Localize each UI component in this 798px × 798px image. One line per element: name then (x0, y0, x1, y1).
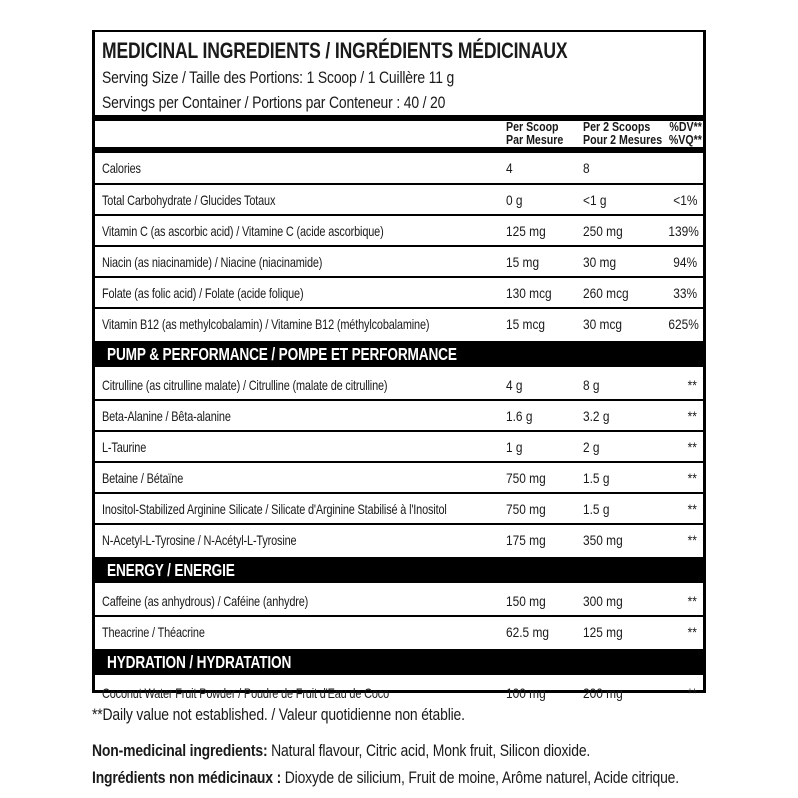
daily-value: 94% (673, 253, 697, 270)
per-scoop-value: 150 mg (506, 592, 546, 609)
table-row (95, 461, 703, 492)
per-scoop-value: 1 g (506, 438, 523, 455)
ingredient-name: Inositol-Stabilized Arginine Silicate / Silicate d'Arginine Stabilisé à l'Inositol (102, 500, 447, 517)
panel-header (95, 32, 703, 115)
daily-value: ** (687, 376, 697, 393)
daily-value: 33% (673, 284, 697, 301)
table-row (95, 399, 703, 430)
daily-value (663, 160, 703, 176)
ingredient-name: Calories (102, 160, 141, 176)
per-2-scoops-value: 125 mg (583, 623, 623, 640)
table-row (95, 276, 703, 307)
daily-value: 625% (668, 315, 699, 332)
per-scoop-value: 62.5 mg (506, 623, 550, 640)
per-scoop-value: 750 mg (506, 500, 546, 517)
per-2-scoops-value: 260 mcg (583, 284, 629, 301)
per-2-scoops-value: 200 mg (583, 685, 623, 701)
per-2-scoops-value: 1.5 g (583, 500, 610, 517)
column-header-dv: %DV** %VQ** (668, 120, 702, 147)
table-row (95, 307, 703, 338)
ingredient-name: Total Carbohydrate / Glucides Totaux (102, 191, 276, 208)
daily-value: <1% (672, 191, 697, 208)
per-2-scoops-value: 8 g (583, 376, 600, 393)
per-scoop-value: 15 mg (506, 253, 540, 270)
section-header-pump-performance: PUMP & PERFORMANCE / POMPE ET PERFORMANCE (95, 341, 703, 367)
per-scoop-value: 100 mg (506, 685, 546, 701)
non-medicinal-ingredients-en: Non-medicinal ingredients: Natural flavour, Citric acid, Monk fruit, Silicon dioxide. (92, 741, 591, 760)
section-pump-performance (95, 370, 703, 554)
per-scoop-value: 4 g (506, 376, 523, 393)
ingredient-name: Niacin (as niacinamide) / Niacine (niacinamide) (102, 253, 323, 270)
ingredient-name: Folate (as folic acid) / Folate (acide folique) (102, 284, 304, 301)
daily-value: 139% (668, 222, 699, 239)
per-scoop-value: 4 (506, 160, 513, 176)
ingredient-name: Caffeine (as anhydrous) / Caféine (anhydre) (102, 592, 309, 609)
daily-value: ** (687, 623, 697, 640)
non-medicinal-ingredients-fr: Ingrédients non médicinaux : Dioxyde de silicium, Fruit de moine, Arôme naturel, Acide citrique. (92, 768, 679, 787)
column-header-per-scoop: Per Scoop Par Mesure (506, 120, 564, 147)
section-header-hydration: HYDRATION / HYDRATATION (95, 649, 703, 675)
panel-title: MEDICINAL INGREDIENTS / INGRÉDIENTS MÉDICINAUX (102, 38, 568, 63)
per-2-scoops-value: 30 mcg (583, 315, 623, 332)
supplement-facts-panel (92, 30, 706, 701)
daily-value: ** (687, 438, 697, 455)
ingredient-name: Beta-Alanine / Bêta-alanine (102, 407, 231, 424)
table-row (95, 430, 703, 461)
serving-size-line: Serving Size / Taille des Portions: 1 Scoop / 1 Cuillère 11 g (102, 68, 455, 87)
table-row (95, 492, 703, 523)
table-row (95, 183, 703, 214)
ingredient-name: Citrulline (as citrulline malate) / Citrulline (malate de citrulline) (102, 376, 388, 393)
per-2-scoops-value: 8 (583, 160, 590, 176)
table-row (95, 214, 703, 245)
ingredient-name: Coconut Water Fruit Powder / Poudre de Fruit d'Eau de Coco (102, 685, 390, 701)
table-row (95, 245, 703, 276)
per-2-scoops-value: 2 g (583, 438, 600, 455)
ingredient-name: L-Taurine (102, 438, 147, 455)
daily-value: ** (687, 469, 697, 486)
ingredient-name: Vitamin C (as ascorbic acid) / Vitamine C (acide ascorbique) (102, 222, 384, 239)
daily-value: ** (687, 407, 697, 424)
ingredient-name: Vitamin B12 (as methylcobalamin) / Vitamine B12 (méthylcobalamine) (102, 315, 430, 332)
table-row (95, 153, 703, 183)
section-header-energy: ENERGY / ENERGIE (95, 557, 703, 583)
per-scoop-value: 130 mcg (506, 284, 552, 301)
per-scoop-value: 1.6 g (506, 407, 533, 424)
daily-value: ** (687, 685, 697, 701)
per-2-scoops-value: 300 mg (583, 592, 623, 609)
per-2-scoops-value: 350 mg (583, 531, 623, 548)
per-2-scoops-value: 3.2 g (583, 407, 610, 424)
ingredient-name: N-Acetyl-L-Tyrosine / N-Acétyl-L-Tyrosine (102, 531, 297, 548)
label-footnotes (92, 701, 752, 791)
per-scoop-value: 0 g (506, 191, 523, 208)
per-2-scoops-value: 1.5 g (583, 469, 610, 486)
per-scoop-value: 175 mg (506, 531, 546, 548)
daily-value: ** (687, 592, 697, 609)
per-scoop-value: 15 mcg (506, 315, 546, 332)
column-header-row (95, 121, 703, 147)
table-row (95, 370, 703, 399)
per-scoop-value: 750 mg (506, 469, 546, 486)
servings-per-container-line: Servings per Container / Portions par Conteneur : 40 / 20 (102, 93, 446, 112)
table-row (95, 615, 703, 646)
column-header-per-2-scoops: Per 2 Scoops Pour 2 Mesures (583, 120, 663, 147)
daily-value: ** (687, 531, 697, 548)
per-2-scoops-value: 30 mg (583, 253, 617, 270)
daily-value: ** (687, 500, 697, 517)
per-scoop-value: 125 mg (506, 222, 546, 239)
per-2-scoops-value: <1 g (583, 191, 607, 208)
ingredient-name: Betaine / Bétaïne (102, 469, 184, 486)
per-2-scoops-value: 250 mg (583, 222, 623, 239)
daily-value-footnote: **Daily value not established. / Valeur quotidienne non établie. (92, 705, 465, 724)
section-energy (95, 586, 703, 646)
ingredient-name: Theacrine / Théacrine (102, 623, 205, 640)
table-row (95, 586, 703, 615)
table-row (95, 523, 703, 554)
section-vitamins (95, 153, 703, 338)
